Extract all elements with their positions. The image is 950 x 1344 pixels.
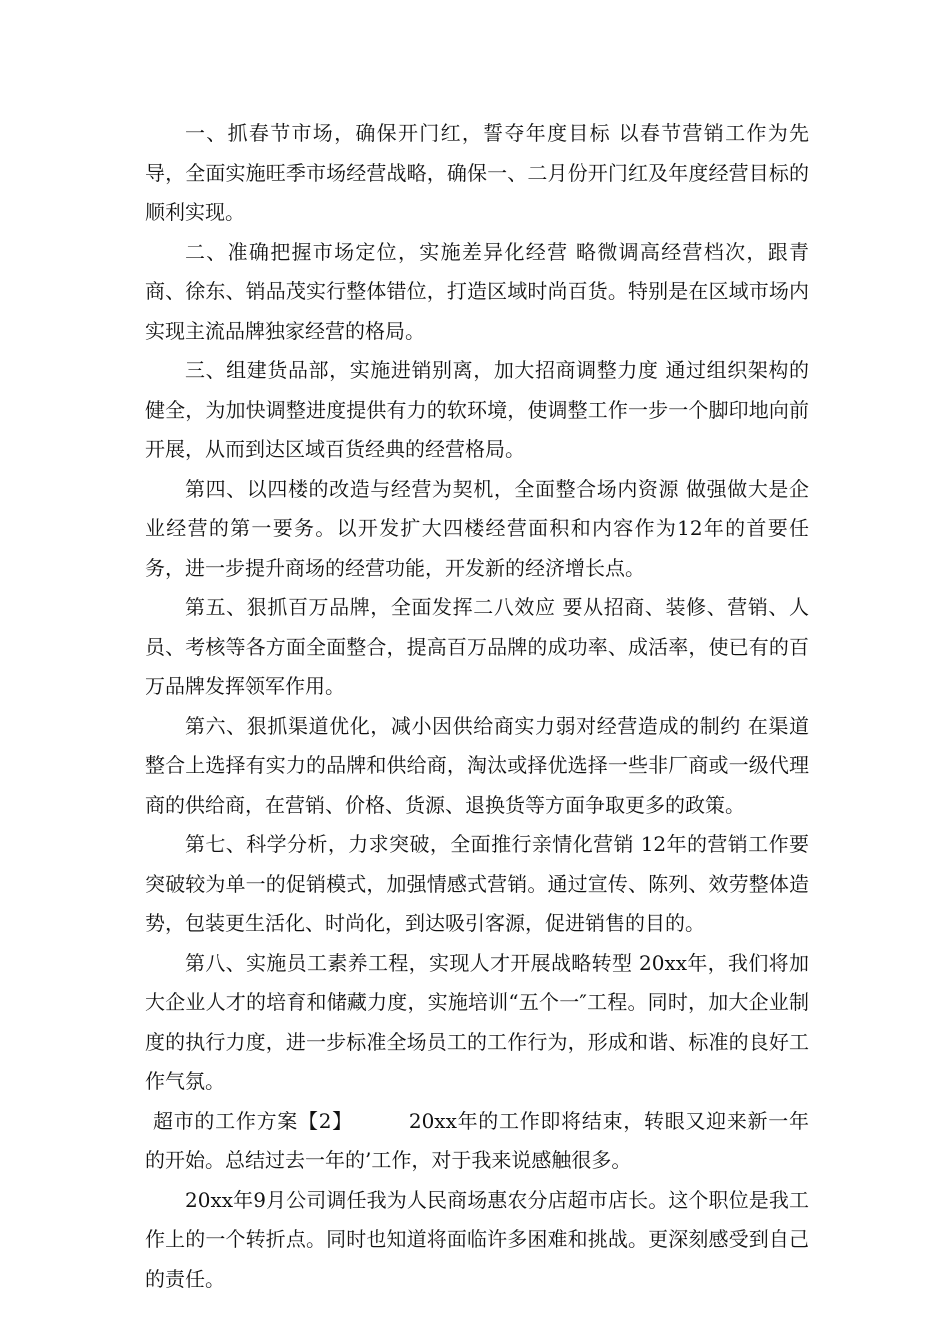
paragraph-7: 第七、科学分析，力求突破，全面推行亲情化营销 12年的营销工作要突破较为单一的促销模式，加强情感式营销。通过宣传、陈列、效劳整体造势，包装更生活化、时尚化，到达吸引客源，促进销售的目的。	[145, 832, 809, 935]
section-text: 20xx年的工作即将结束，转眼又迎来新一年的开始。总结过去一年的’工作，对于我来说感触很多。	[145, 1108, 809, 1172]
paragraph-2: 二、准确把握市场定位，实施差异化经营 略微调高经营档次，跟青商、徐东、销品茂实行整体错位，打造区域时尚百货。特别是在区域市场内实现主流品牌独家经营的格局。	[145, 239, 809, 343]
document-body	[145, 114, 809, 1299]
paragraph-1: 一、抓春节市场，确保开门红，誓夺年度目标 以春节营销工作为先导，全面实施旺季市场经营战略，确保一、二月份开门红及年度经营目标的顺利实现。	[145, 121, 809, 224]
closing-paragraph: 20xx年9月公司调任我为人民商场惠农分店超市店长。这个职位是我工作上的一个转折点。同时也知道将面临许多困难和挑战。更深刻感受到自己的责任。	[145, 1187, 809, 1291]
paragraph-3: 三、组建货品部，实施进销别离，加大招商调整力度 通过组织架构的健全，为加快调整进度提供有力的软环境，使调整工作一步一个脚印地向前开展，从而到达区域百货经典的经营格局。	[145, 358, 809, 461]
paragraph-4: 第四、以四楼的改造与经营为契机，全面整合场内资源 做强做大是企业经营的第一要务。以开发扩大四楼经营面积和内容作为12年的首要任务，进一步提升商场的经营功能，开发新的经济增长点。	[145, 476, 809, 580]
section-heading: 超市的工作方案【2】	[153, 1108, 353, 1133]
paragraph-5: 第五、狠抓百万品牌，全面发挥二八效应 要从招商、装修、营销、人员、考核等各方面全面整合，提高百万品牌的成功率、成活率，使已有的百万品牌发挥领军作用。	[145, 595, 809, 698]
paragraph-8: 第八、实施员工素养工程，实现人才开展战略转型 20xx年，我们将加大企业人才的培育和储藏力度，实施培训“五个一″工程。同时，加大企业制度的执行力度，进一步标准全场员工的工作行为，形成和谐、标准的良好工作气氛。	[145, 950, 809, 1093]
section-paragraph	[145, 1102, 809, 1181]
paragraph-6: 第六、狠抓渠道优化，减小因供给商实力弱对经营造成的制约 在渠道整合上选择有实力的品牌和供给商，淘汰或择优选择一些非厂商或一级代理商的供给商，在营销、价格、货源、退换货等方面争取更多的政策。	[145, 713, 809, 817]
